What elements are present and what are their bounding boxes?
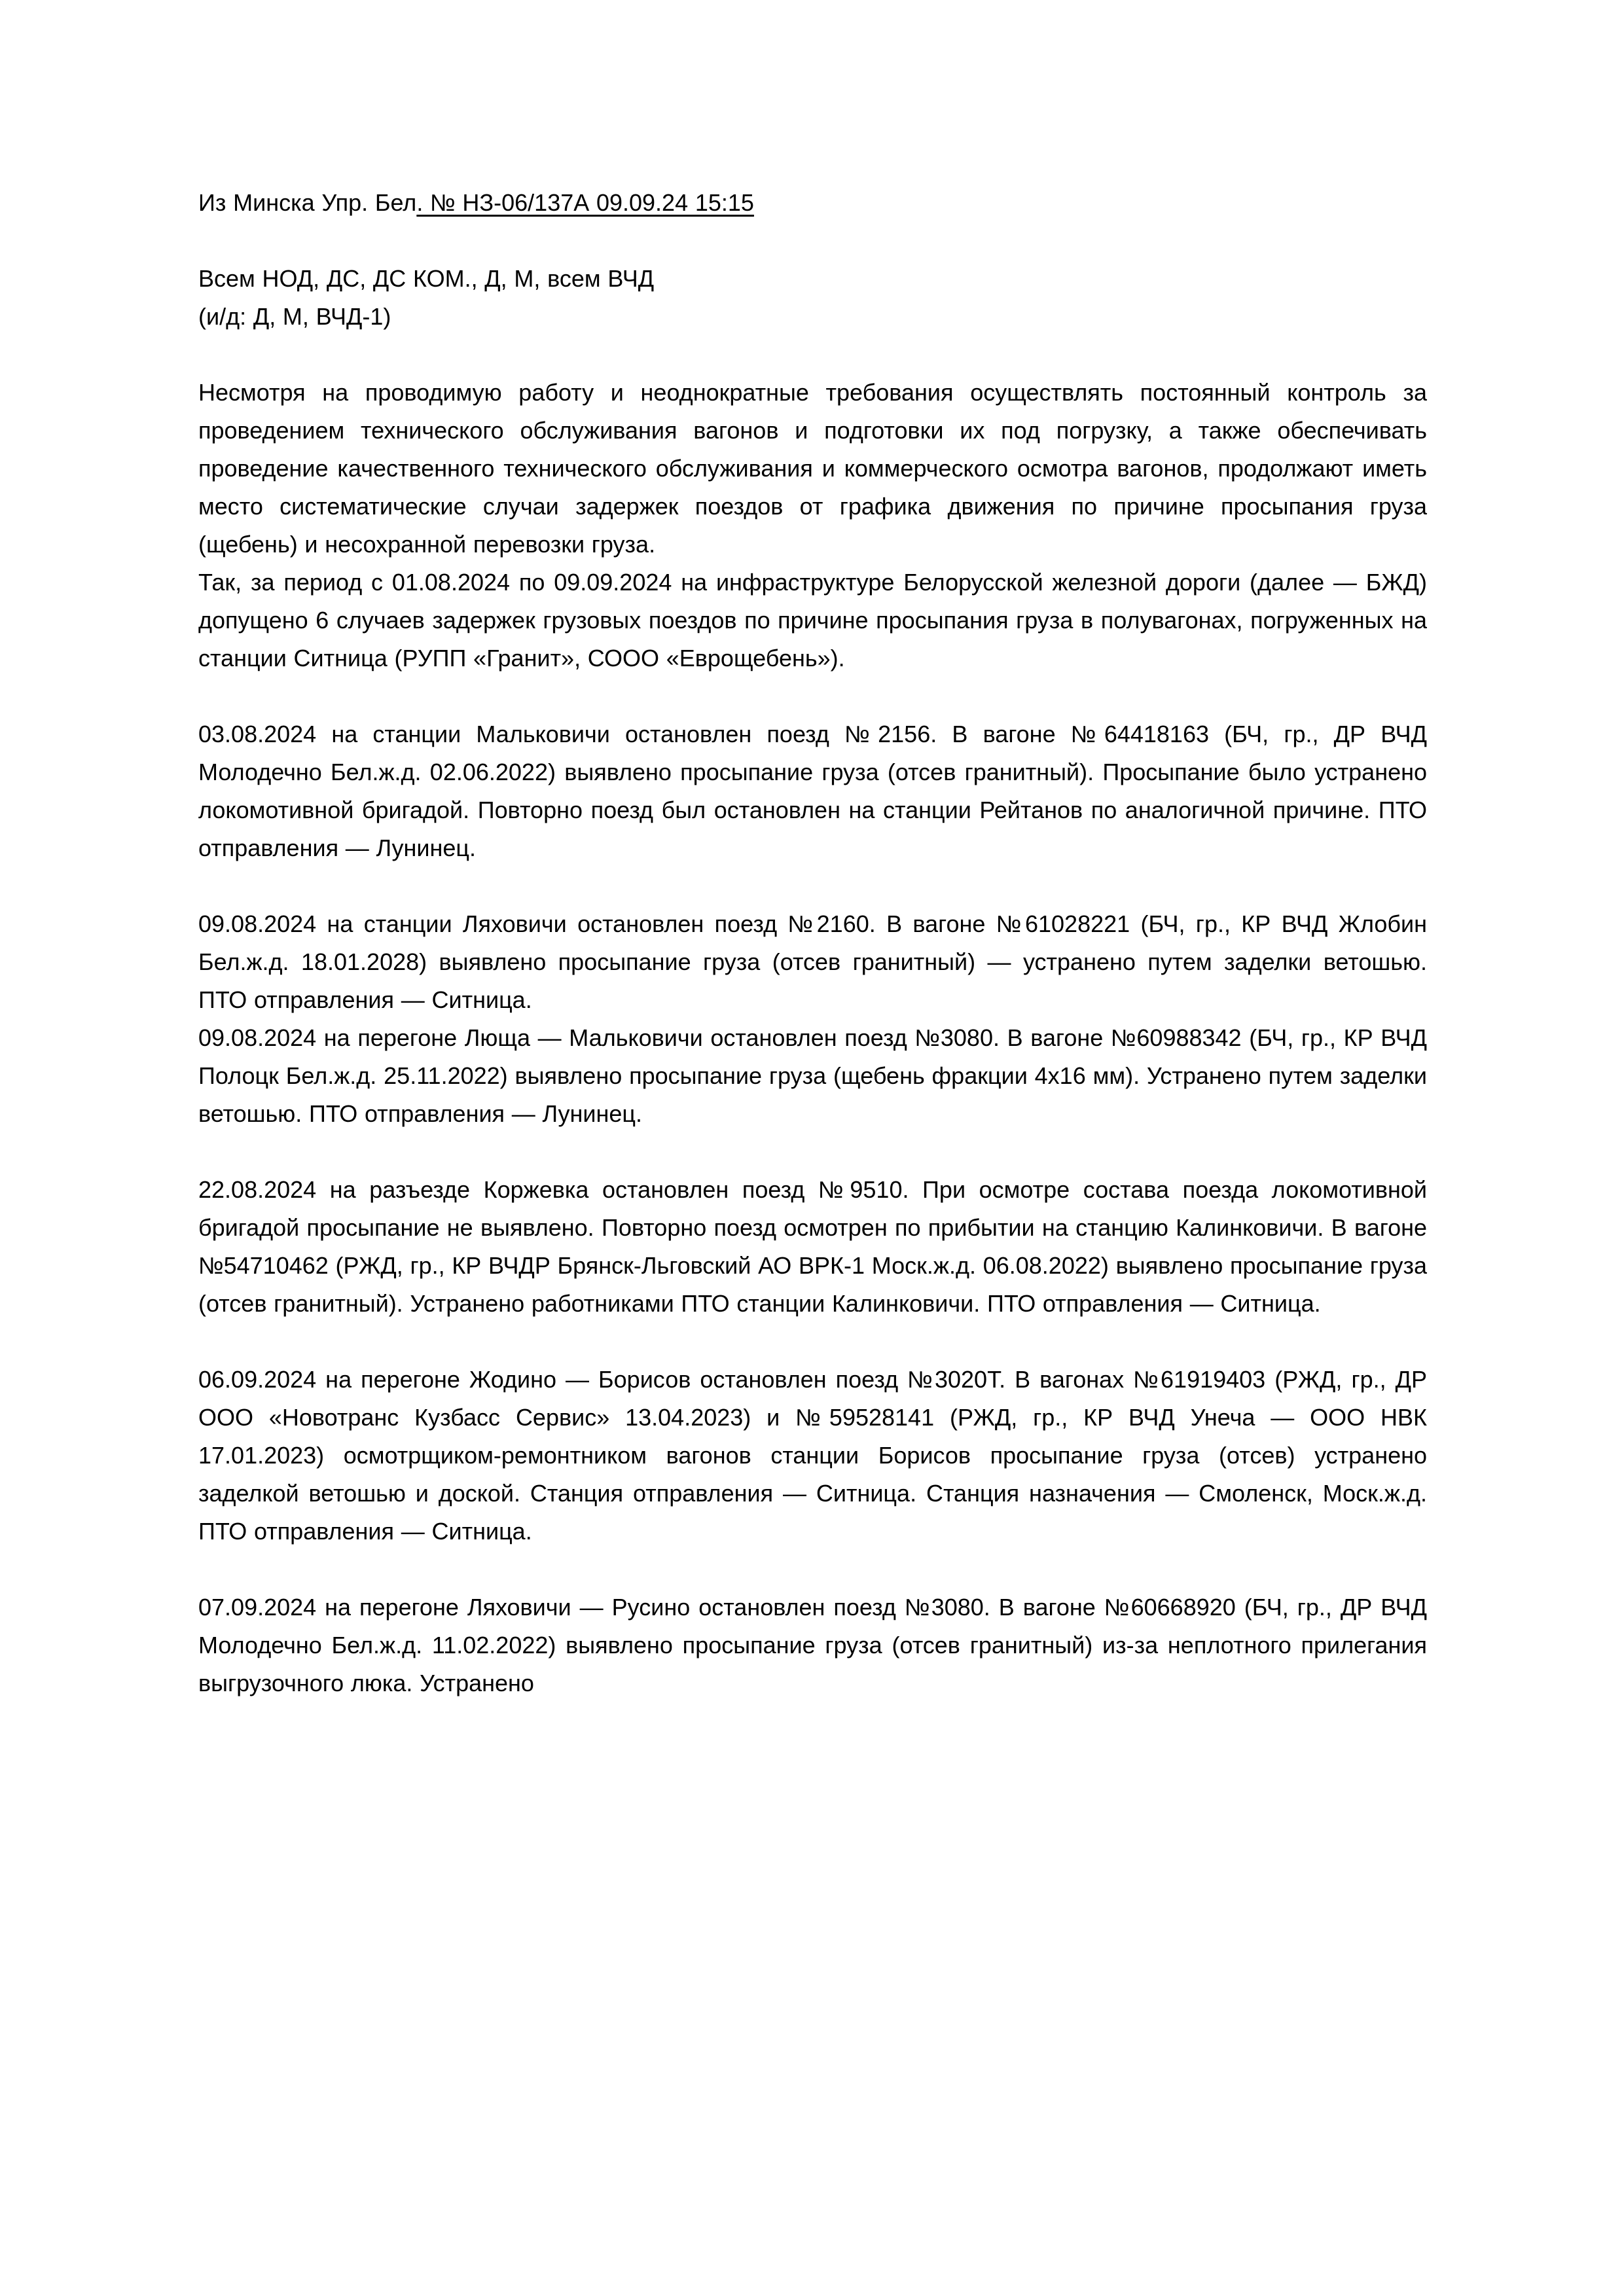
spacer-after-addressees <box>198 336 1427 374</box>
document-body <box>198 184 1427 1702</box>
paragraph-case-1: 03.08.2024 на станции Мальковичи остановлен поезд №2156. В вагоне №64418163 (БЧ, гр., ДР ВЧД Молодечно Бел.ж.д. 02.06.2022) выявлено просыпание груза (отсев гранитный). Просыпание было устранено локомотивной бригадой. Повторно поезд был остановлен на станции Рейтанов по аналогичной причине. ПТО отправления — Лунинец. <box>198 721 1427 861</box>
header-origin-text: Из Минска Упр. Бел <box>198 189 417 216</box>
spacer-before-case-4 <box>198 1133 1427 1171</box>
spacer-before-case-1 <box>198 677 1427 715</box>
paragraph-case-3: 09.08.2024 на перегоне Люща — Мальковичи остановлен поезд №3080. В вагоне №60988342 (БЧ, гр., КР ВЧД Полоцк Бел.ж.д. 25.11.2022) выявлено просыпание груза (щебень фракции 4х16 мм). Устранено путем заделки ветошью. ПТО отправления — Лунинец. <box>198 1024 1427 1127</box>
paragraph-case-2: 09.08.2024 на станции Ляховичи остановлен поезд №2160. В вагоне №61028221 (БЧ, гр., КР ВЧД Жлобин Бел.ж.д. 18.01.2028) выявлено просыпание груза (отсев гранитный) — устранено путем заделки ветошью. ПТО отправления — Ситница. <box>198 910 1427 1013</box>
document-header-line <box>198 184 1427 222</box>
paragraph-case-6: 07.09.2024 на перегоне Ляховичи — Русино остановлен поезд №3080. В вагоне №60668920 (БЧ, гр., ДР ВЧД Молодечно Бел.ж.д. 11.02.2022) выявлено просыпание груза (отсев гранитный) из-за неплотного прилегания выгрузочного люка. Устранено <box>198 1594 1427 1696</box>
paragraph-case-4: 22.08.2024 на разъезде Коржевка остановлен поезд №9510. При осмотре состава поезда локомотивной бригадой просыпание не выявлено. Повторно поезд осмотрен по прибытии на станцию Калинковичи. В вагоне №54710462 (РЖД, гр., КР ВЧДР Брянск-Льговский АО ВРК-1 Моск.ж.д. 06.08.2022) выявлено просыпание груза (отсев гранитный). Устранено работниками ПТО станции Калинковичи. ПТО отправления — Ситница. <box>198 1176 1427 1317</box>
spacer-before-case-2 <box>198 867 1427 905</box>
header-reference-number: . № НЗ-06/137А 09.09.24 15:15 <box>416 189 754 216</box>
paragraph-summary: Так, за период с 01.08.2024 по 09.09.2024 на инфраструктуре Белорусской железной дороги (далее — БЖД) допущено 6 случаев задержек грузовых поездов по причине просыпания груза в полувагонах, погруженных на станции Ситница (РУПП «Гранит», СООО «Еврощебень»). <box>198 569 1427 672</box>
paragraph-intro: Несмотря на проводимую работу и неоднократные требования осуществлять постоянный контроль за проведением технического обслуживания вагонов и подготовки их под погрузку, а также обеспечивать проведение качественного технического обслуживания и коммерческого осмотра вагонов, продолжают иметь место систематические случаи задержек поездов от графика движения по причине просыпания груза (щебень) и несохранной перевозки груза. <box>198 379 1427 558</box>
addressee-line-2: (и/д: Д, М, ВЧД-1) <box>198 303 391 330</box>
spacer-before-case-6 <box>198 1551 1427 1588</box>
addressee-line-1: Всем НОД, ДС, ДС КОМ., Д, М, всем ВЧД <box>198 265 655 292</box>
spacer-before-case-5 <box>198 1323 1427 1361</box>
paragraph-case-5: 06.09.2024 на перегоне Жодино — Борисов остановлен поезд №3020Т. В вагонах №61919403 (РЖД, гр., ДР ООО «Новотранс Кузбасс Сервис» 13.04.2023) и №59528141 (РЖД, гр., КР ВЧД Унеча — ООО НВК 17.01.2023) осмотрщиком-ремонтником вагонов станции Борисов просыпание груза (отсев) устранено заделкой ветошью и доской. Станция отправления — Ситница. Станция назначения — Смоленск, Моск.ж.д. ПТО отправления — Ситница. <box>198 1366 1427 1545</box>
spacer-after-header <box>198 222 1427 260</box>
